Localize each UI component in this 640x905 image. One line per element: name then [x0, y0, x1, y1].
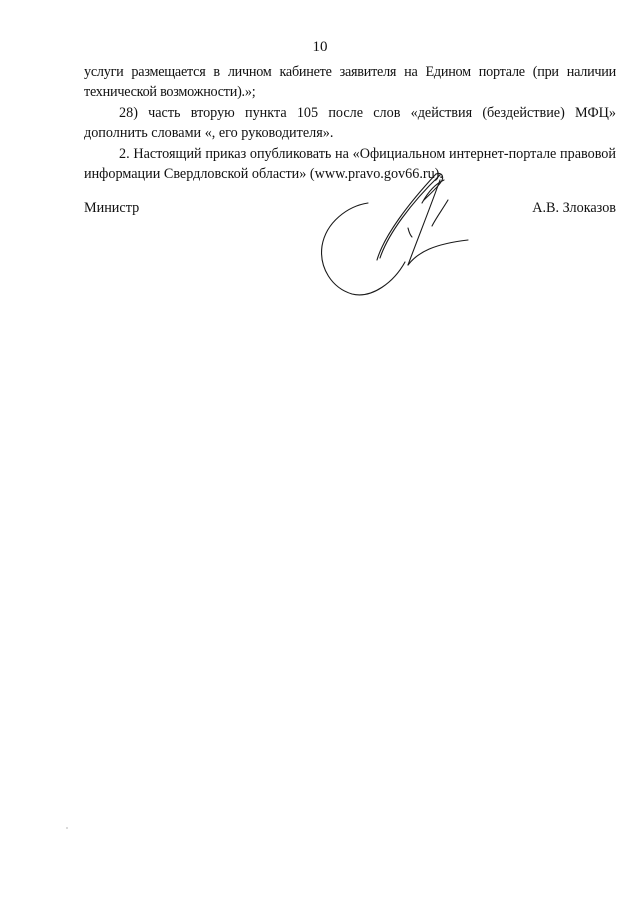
- document-body: [84, 62, 616, 185]
- paragraph-continuation: услуги размещается в личном кабинете заявителя на Едином портале (при наличии технической возможности).»;: [84, 64, 616, 100]
- signer-title: Министр: [84, 200, 140, 216]
- page-number: 10: [312, 39, 328, 55]
- paragraph-item-2: 2. Настоящий приказ опубликовать на «Официальном интернет-портале правовой информации Свердловской области» (www.pravo.gov66.ru).: [84, 146, 616, 182]
- handwritten-signature-icon: [318, 170, 470, 298]
- scan-speck: [66, 827, 68, 829]
- signer-name: А.В. Злоказов: [532, 200, 616, 216]
- paragraph-item-28: 28) часть вторую пункта 105 после слов «действия (бездействие) МФЦ» дополнить словами «, его руководителя».: [84, 105, 616, 141]
